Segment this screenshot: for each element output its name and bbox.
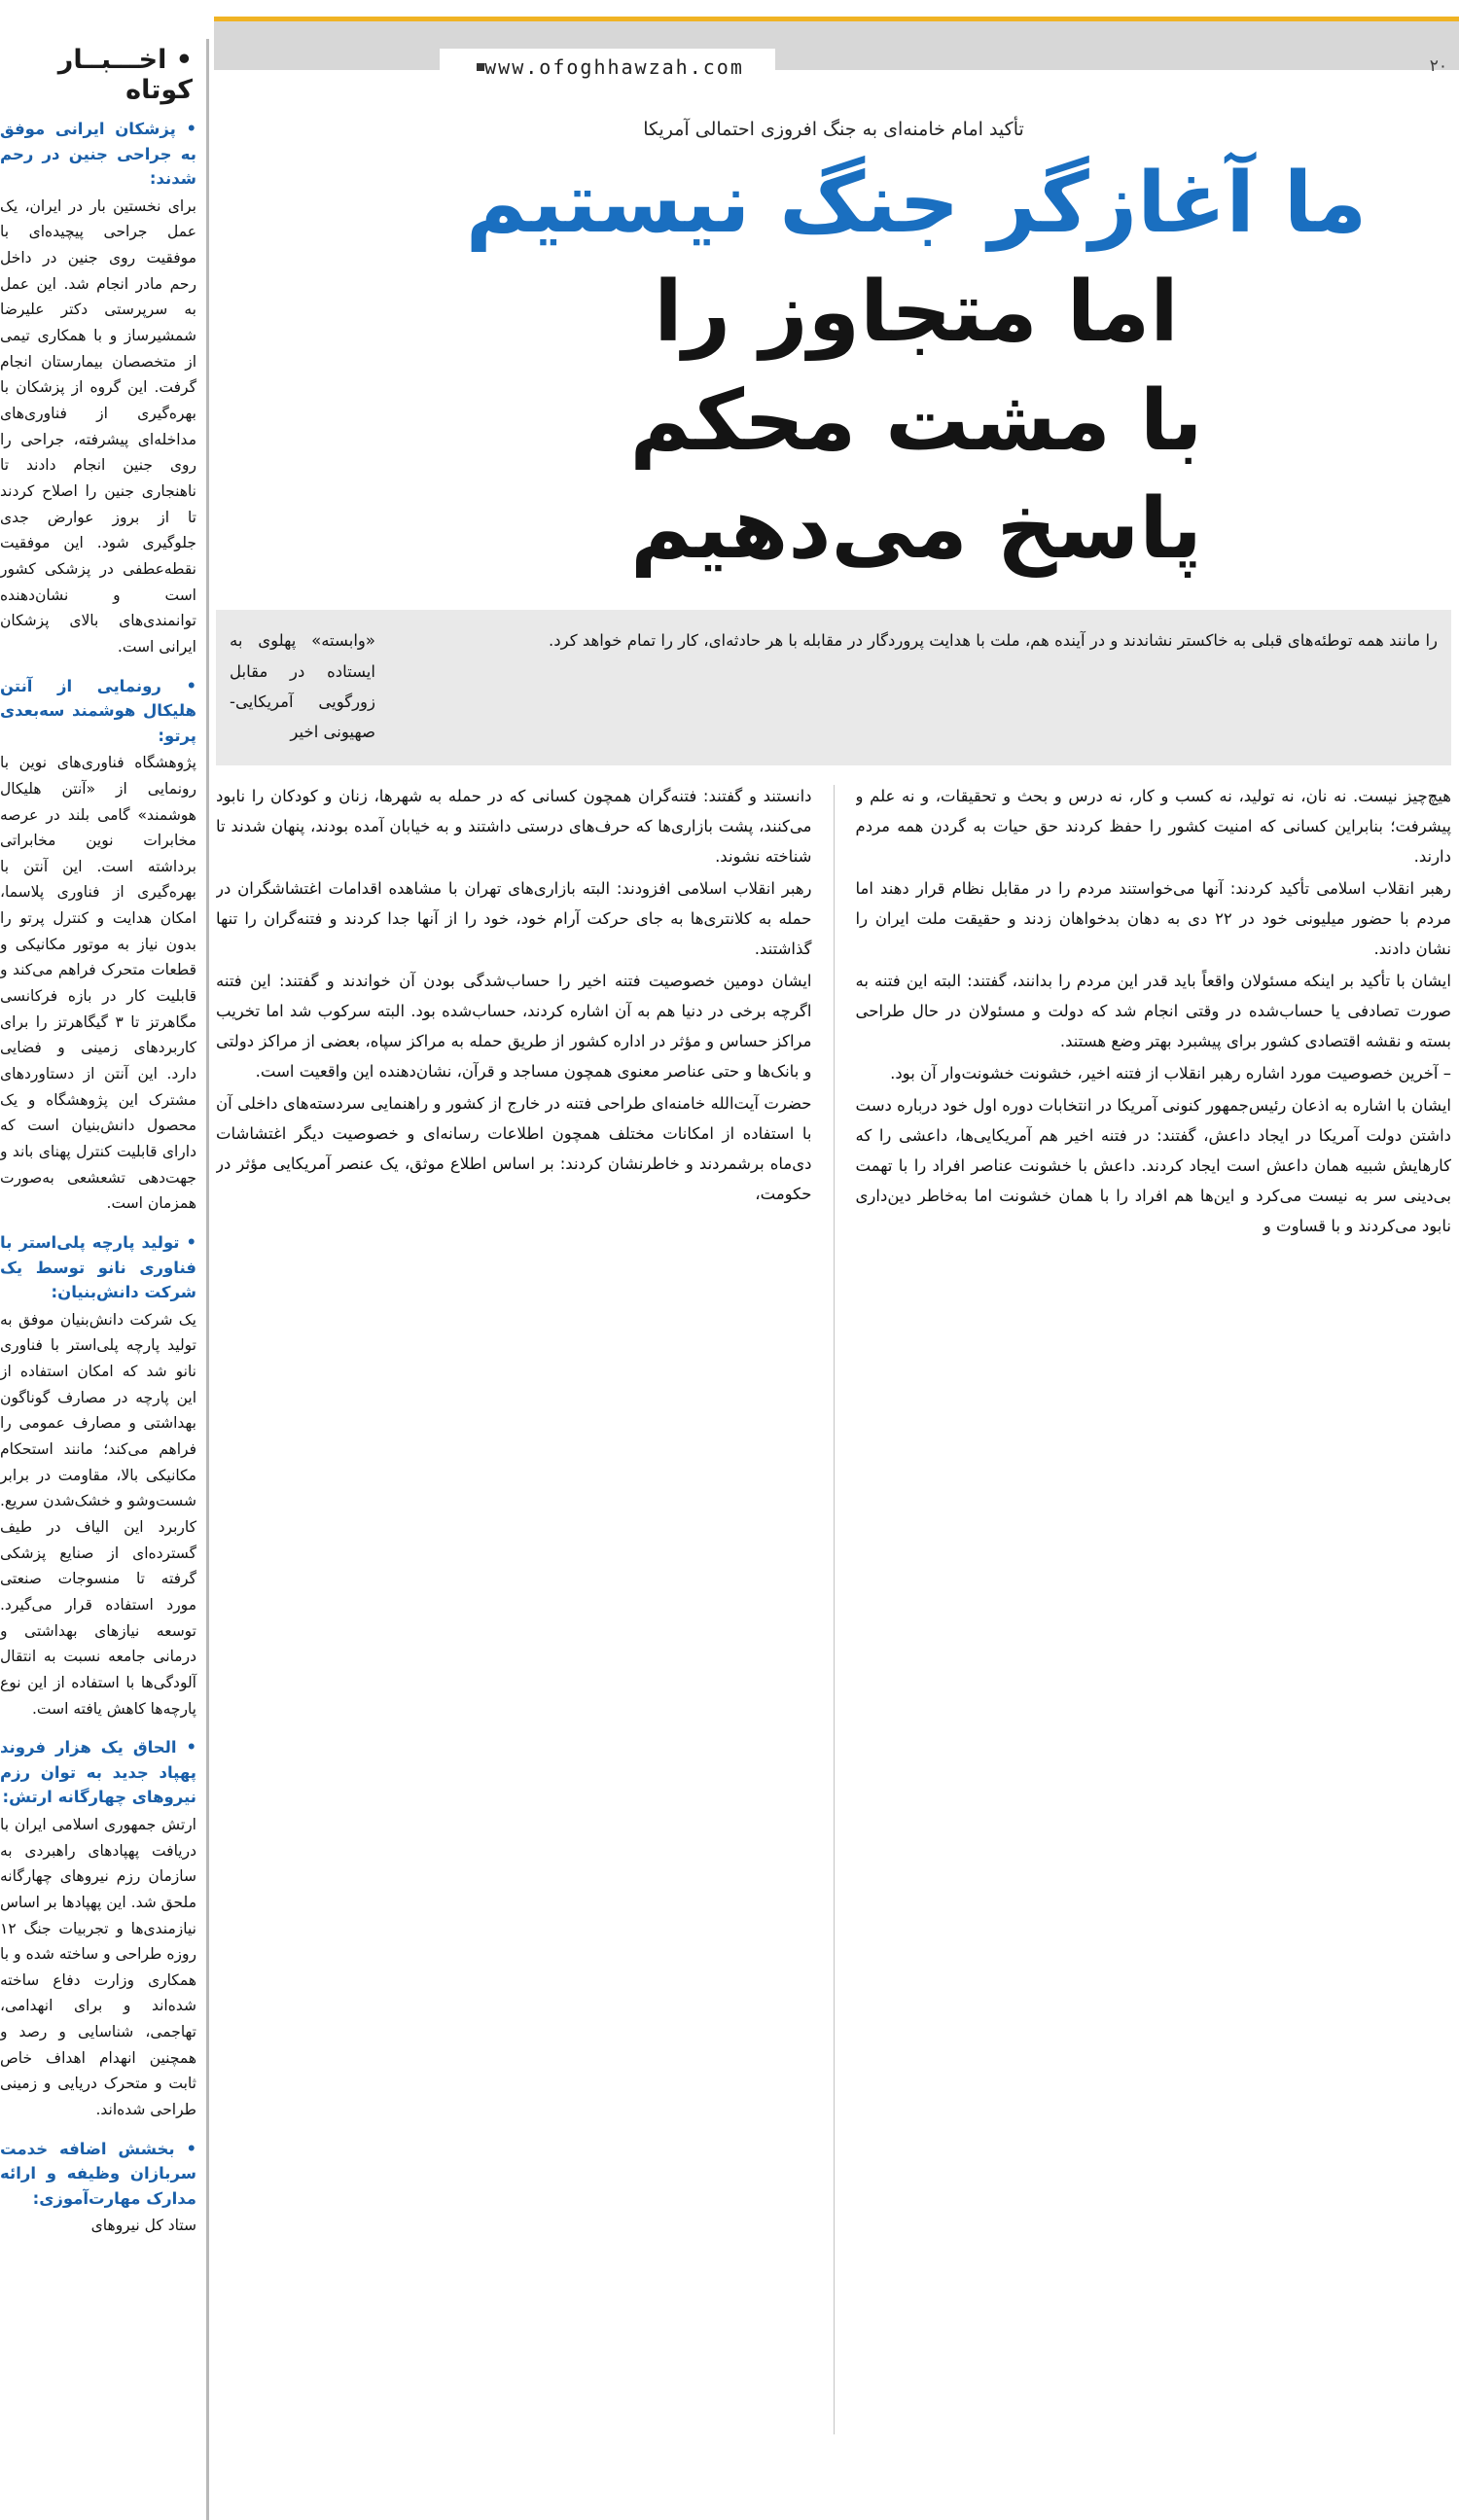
paragraph: ایشان دومین خصوصیت فتنه اخیر را حساب‌شدگی بودن آن خواندند و گفتند: این فتنه اگرچه برخی در دنیا هم به آن اشاره کردند، حساب‌شده بود. البته سرکوب شد اما تخریب مراکز حساس و مؤثر در اداره کشور از طریق حمله به مراکز سپاه، بعضی از مراکز دولتی و بانک‌ها و حتی عناصر معنوی همچون مساجد و قرآن، نشان‌دهنده این واقعیت است. bbox=[216, 971, 812, 1081]
paragraph: ایشان با اشاره به اذعان رئیس‌جمهور کنونی آمریکا در انتخابات دوره اول خود درباره دست داشتن دولت آمریکا در ایجاد داعش، گفتند: در فتنه اخیر هم آمریکایی‌ها، داعشی را که کارهایش شبیه همان داعش است ایجاد کردند. داعش با خشونت عناصر افراد را با تهمت بی‌دینی سر به نیست می‌کرد و این‌ها هم افراد را با همان خشونت اما به‌خاطر دین‌داری نابود می‌کردند و با قساوت و bbox=[855, 1095, 1451, 1235]
main-article bbox=[216, 84, 1451, 2520]
brief-body: برای نخستین بار در ایران، یک عمل جراحی پیچیده‌ای با موفقیت روی جنین در داخل رحم مادر انجام شد. این عمل به سرپرستی دکتر علیرضا شمشیرساز و با همکاری تیمی از متخصصان بیمارستان انجام گرفت. این گروه از پزشکان با بهره‌گیری از فناوری‌های مداخله‌ای پیشرفته، جراحی را روی جنین انجام دادند تا ناهنجاری جنین را اصلاح کردند تا از بروز عوارض جدی جلوگیری شود. این موفقیت نقطه‌عطفی در پزشکی کشور است و نشان‌دهنده توانمندی‌های بالای پزشکان ایرانی است. bbox=[0, 196, 196, 656]
brief-body: یک شرکت دانش‌بنیان موفق به تولید پارچه پلی‌استر با فناوری نانو شد که امکان استفاده از این پارچه در مصارف گوناگون بهداشتی و مصارف عمومی را فراهم می‌کند؛ مانند استحکام مکانیکی بالا، مقاومت در برابر شست‌وشو و خشک‌شدن سریع. کاربرد این الیاف در طیف گسترده‌ای از صنایع پزشکی گرفته تا منسوجات صنعتی مورد استفاده قرار می‌گیرد. توسعه نیازهای بهداشتی و درمانی جامعه نسبت به انتقال آلودگی‌ها با استفاده از این نوع پارچه‌ها کاهش یافته است. bbox=[0, 1310, 196, 1718]
paragraph: – آخرین خصوصیت مورد اشاره رهبر انقلاب از فتنه اخیر، خشونت خشونت‌وار آن بود. bbox=[890, 1063, 1451, 1083]
paragraph: حضرت آیت‌الله خامنه‌ای طراحی فتنه در خارج از کشور و راهنمایی سردسته‌های داخلی آن با استفاده از امکانات مختلف همچون اطلاعات رسانه‌ای و خصوصیت دیگر اغتشاشات دی‌ماه برشمردند و خاطرنشان کردند: بر اساس اطلاع موثق، یک عنصر آمریکایی مؤثر در حکومت، bbox=[216, 1093, 812, 1203]
headline-line-4: پاسخ می‌دهیم bbox=[630, 480, 1202, 579]
site-url-box[interactable] bbox=[440, 49, 775, 86]
brief-headline: • بخشش اضافه خدمت سربازان وظیفه و ارائه مدارک مهارت‌آموزی: bbox=[0, 2139, 196, 2208]
paragraph: رهبر انقلاب اسلامی افزودند: البته بازاری‌های تهران با مشاهده اقدامات اغتشاشگران در حمله به کلانتری‌ها به جای حرکت آرام خود، خود را از آنها جدا کردند و فتنه‌گران را تنها گذاشتند. bbox=[216, 878, 812, 958]
lead-column-left: را مانند همه توطئه‌های قبلی به خاکستر نشاندند و در آینده هم، ملت با هدایت پروردگار در مقابله با هر حادثه‌ای، کار را تمام خواهد کرد. bbox=[549, 631, 1438, 651]
article-lead-box bbox=[216, 610, 1451, 764]
sidebar-divider bbox=[206, 39, 209, 2520]
column-rule bbox=[834, 785, 835, 2434]
headline-line-1: ما آغازگر جنگ نیستیم bbox=[465, 155, 1368, 252]
paragraph: دانستند و گفتند: فتنه‌گران همچون کسانی که در حمله به شهرها، زنان و کودکان را نابود می‌کنند، پشت بازاری‌ها که حرف‌های درستی داشتند و به خیابان آمده بودند، پنهان شدند تا شناخته نشوند. bbox=[216, 786, 812, 866]
article-kicker: تأکید امام خامنه‌ای به جنگ افروزی احتمالی آمریکا bbox=[643, 119, 1024, 140]
brief-item bbox=[0, 1230, 196, 1721]
headline-line-3: با مشت محکم bbox=[629, 372, 1203, 470]
brief-headline: • الحاق یک هزار فروند پهپاد جدید به توان رزم نیروهای چهارگانه ارتش: bbox=[0, 1738, 196, 1807]
article-columns bbox=[216, 781, 1451, 2434]
brief-headline: • رونمایی از آنتن هلیکال هوشمند سه‌بعدی پرتو: bbox=[0, 676, 196, 745]
page-number: ۲۰ bbox=[1429, 56, 1447, 76]
masthead-band bbox=[214, 21, 1459, 79]
brief-body: ستاد کل نیروهای bbox=[90, 2217, 196, 2235]
brief-headline: • تولید پارچه پلی‌استر با فناوری نانو توسط یک شرکت دانش‌بنیان: bbox=[0, 1233, 196, 1302]
paragraph: رهبر انقلاب اسلامی تأکید کردند: آنها می‌خواستند مردم را در مقابل نظام قرار دهند اما مردم با حضور میلیونی خود در ۲۲ دی به دهان بدخواهان زدند و حقیقت ملت ایران را نشان دادند. bbox=[855, 878, 1451, 958]
square-bullet-icon bbox=[477, 63, 484, 71]
sidebar-title: • اخـــبــار کوتاه bbox=[57, 45, 193, 105]
brief-body: پژوهشگاه فناوری‌های نوین با رونمایی از «آنتن هلیکال هوشمند» گامی بلند در عرصه مخابرات نوین مخابراتی برداشته است. این آنتن با بهره‌گیری از فناوری پلاسما، امکان هدایت و کنترل پرتو را بدون نیاز به موتور مکانیکی و قطعات متحرک فراهم می‌کند و قابلیت کار در بازه فرکانسی مگاهرتز تا ۳ گیگاهرتز را برای کاربردهای زمینی و فضایی دارد. این آنتن از دستاوردهای مشترک این پژوهشگاه و یک محصول دانش‌بنیان است که دارای قابلیت کنترل پهنای باند و جهت‌دهی تشعشعی به‌صورت همزمان است. bbox=[0, 754, 196, 1213]
brief-item bbox=[0, 674, 196, 1218]
brief-body: ارتش جمهوری اسلامی ایران با دریافت پهپادهای راهبردی به سازمان رزم نیروهای چهارگانه ملحق شد. این پهپادها بر اساس نیازمندی‌ها و تجربیات جنگ ۱۲ روزه طراحی و ساخته شده و با همکاری وزارت دفاع ساخته شده‌اند و برای انهدامی، تهاجمی، شناسایی و رصد و همچنین انهدام اهداف خاص ثابت و متحرک دریایی و زمینی طراحی شده‌اند. bbox=[0, 1815, 196, 2119]
news-briefs-sidebar bbox=[0, 39, 202, 2520]
brief-item bbox=[0, 1735, 196, 2123]
article-column-middle bbox=[856, 781, 1452, 2434]
article-headline bbox=[216, 150, 1451, 585]
headline-line-2: اما متجاوز را bbox=[654, 263, 1179, 361]
lead-column-right: «وابسته» پهلوی به ایستاده در مقابل زورگویی آمریکایی-صهیونی اخیر bbox=[230, 631, 375, 742]
site-url-text: www.ofoghhawzah.com bbox=[484, 55, 744, 79]
paragraph: ایشان با تأکید بر اینکه مسئولان واقعاً باید قدر این مردم را بدانند، گفتند: البته این فتنه به صورت تصادفی یا حساب‌شده در وقتی انجام شد که دولت و مسئولان در حال طراحی بسته و نقشه اقتصادی کشور برای پیشبرد بهتر وضع هستند. bbox=[855, 971, 1451, 1050]
paragraph: هیچ‌چیز نیست. نه نان، نه تولید، نه کسب و کار، نه درس و بحث و تحقیقات، و نه علم و پیشرفت؛ بنابراین کسانی که امنیت کشور را حفظ کردند حق حیات به گردن همه مردم دارند. bbox=[855, 786, 1451, 866]
article-column-right bbox=[216, 781, 812, 2434]
top-white-band bbox=[0, 0, 1459, 18]
brief-item bbox=[0, 2137, 196, 2239]
brief-item bbox=[0, 117, 196, 660]
brief-headline: • پزشکان ایرانی موفق به جراحی جنین در رحم شدند: bbox=[0, 120, 196, 189]
